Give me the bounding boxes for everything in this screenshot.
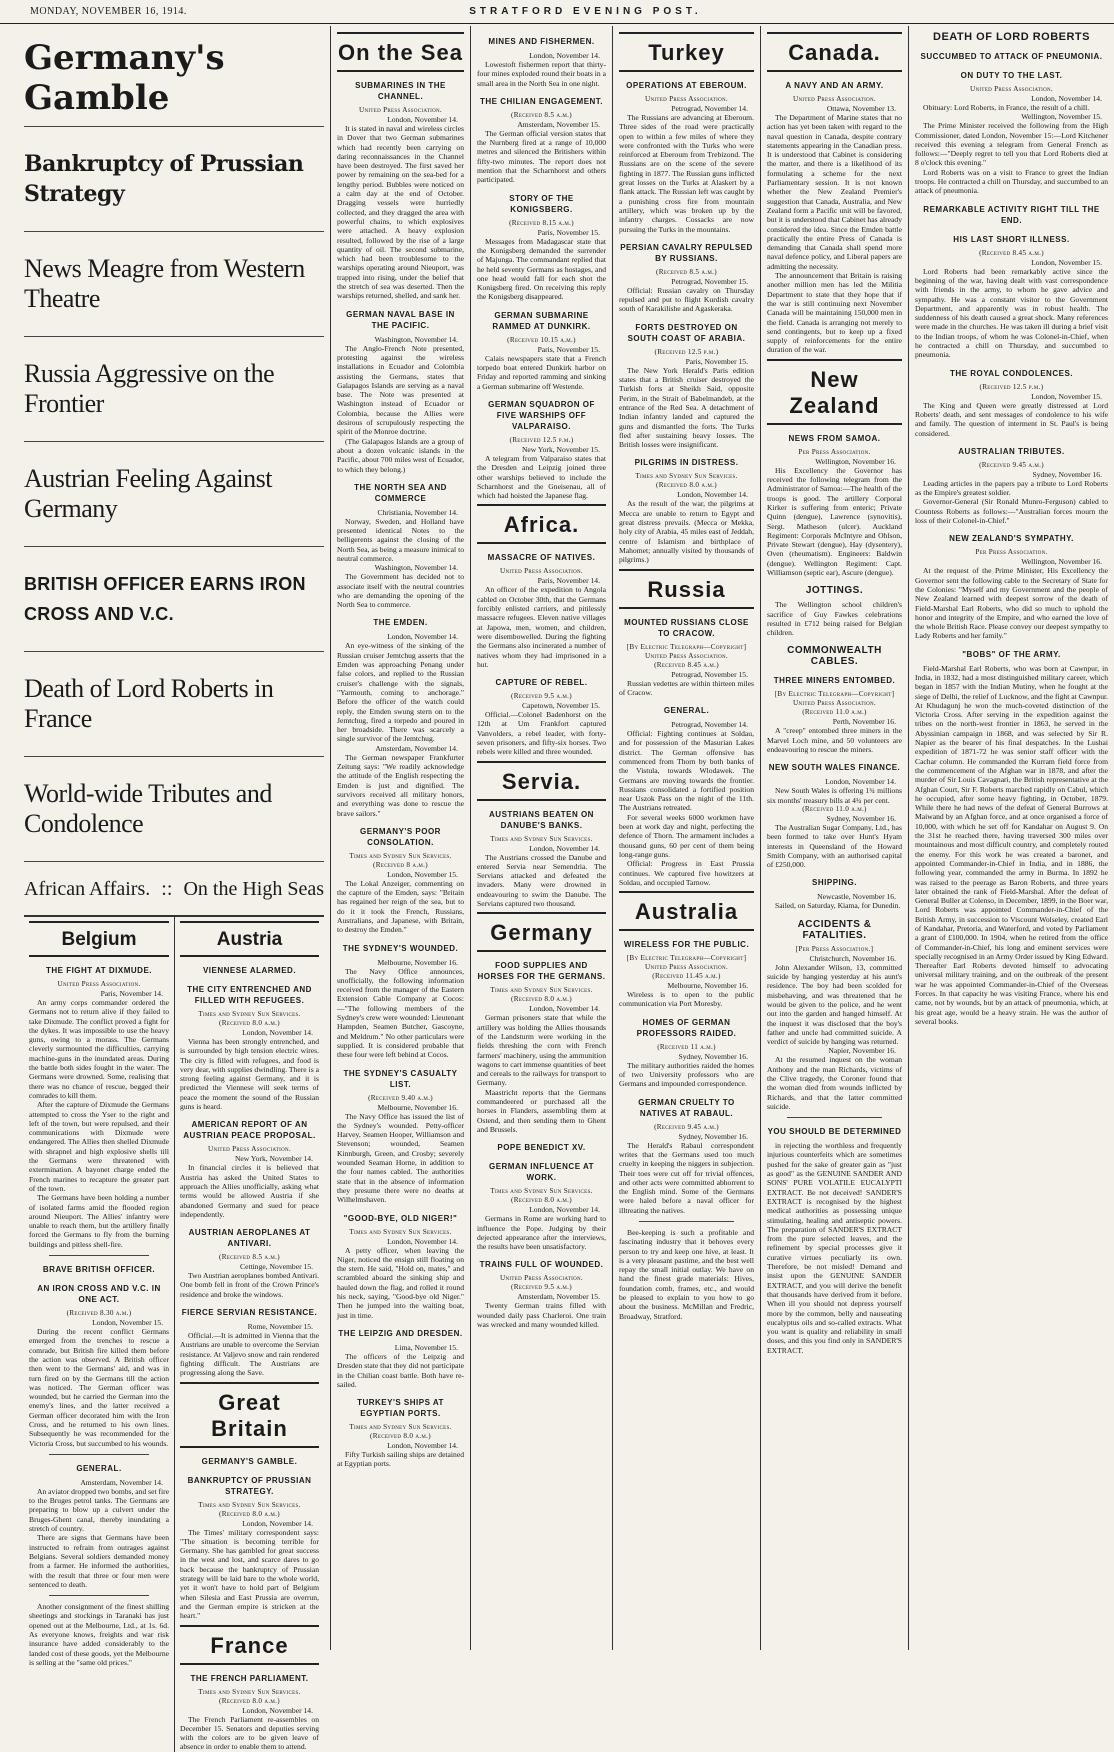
- section-title-germany: Germany: [477, 912, 606, 952]
- deck-3: Russia Aggressive on the Frontier: [24, 337, 324, 442]
- section-title-new-zealand: New Zealand: [767, 359, 902, 425]
- dateline: Petrograd, November 14.: [671, 720, 748, 730]
- article-text: The German newspaper Frankfurter Zeitung says: "We readily acknowledge the attitude of the English respecting the Emden is just and dignified. The survivors received all military honors, and everything was done to rescue the brave sailors.": [337, 752, 464, 818]
- article-heading: PERSIAN CAVALRY REPULSED BY RUSSIANS.: [620, 242, 753, 263]
- received-time: (Received 12.5 p.m.): [979, 382, 1044, 391]
- received-time: (Received 8.0 a.m.): [656, 481, 717, 490]
- article-heading: GERMANY'S GAMBLE.: [201, 1456, 298, 1466]
- dateline: London, November 14.: [529, 51, 600, 60]
- dateline: Christchurch, November 16.: [809, 953, 896, 963]
- deck-african: African Affairs.: [24, 878, 151, 900]
- article-text: A telegram from Valparaiso states that the Dresden and Leipzig joined three other warships believed to include the Scharnhorst and the Gneisenau, all of which had hoisted the Japanese flag.: [477, 453, 606, 501]
- article-heading: THE LEIPZIG AND DRESDEN.: [338, 1328, 463, 1338]
- austria-section: [174, 917, 324, 1752]
- dateline: Rome, November 15.: [247, 1322, 313, 1332]
- dateline: Paris, November 15.: [537, 227, 600, 237]
- article-text: Official: Fighting continues at Soldau, and for possession of the Masurian Lakes district. The German offensive has commenced from Thorn by both banks of the Vistula, towards Wlodawek. The Germans are moving towards the frontier. Russians consolidated a fortified position near Uszok Pass on the night of the 11th. The Austrians retreated.: [619, 729, 754, 813]
- article-subheading: AN IRON CROSS AND V.C. IN ONE ACT.: [37, 1284, 161, 1305]
- dateline: London, November 14.: [242, 1028, 313, 1037]
- article-text: German prisoners state that while the artillery was holding the Allies thousands of the Landsturm were working in the fields threshing the corn with French farmers' machinery, using the ammunition wagons to cart immense quantities of beet and cereals to the railways for transport to Germany.: [477, 1013, 606, 1088]
- article-text: The New York Herald's Paris edition states that a British cruiser destroyed the Turkish forts at Sheikh Said, opposite Perim, in the Strait of Babelmandeb, at the entrance of the Red Sea. A detachment of Indian infantry landed and captured the guns and dismantled the forts. The Turks fled after sustaining heavy losses. The British losses were insignificant.: [619, 365, 754, 450]
- article-text: Vienna has been strongly entrenched, and is surrounded by high tension electric wires. The city is filled with refugees, and food is very dear, with supplies dwindling. There is a strong feeling against Germany, and it is predicted the Viennese will seek terms of peace the moment the sound of the Russian guns is heard.: [180, 1037, 319, 1112]
- article-text: Fifty Turkish sailing ships are detained at Egyptian ports.: [337, 1450, 464, 1469]
- section-title-africa: Africa.: [477, 504, 606, 544]
- article-heading: SHIPPING.: [812, 878, 857, 888]
- article-text: Official.—It is admitted in Vienna that the Austrians are unable to overcome the Servian resistance. At Valjevo snow and rain rendered fighting difficult. The Austrians are progressing along the Save.: [180, 1331, 319, 1378]
- article-text: Russian vedettes are within thirteen miles of Cracow.: [619, 678, 754, 697]
- article-text: The Australian Sugar Company, Ltd., has been formed to take over Hunt's Hyam interests in Queensland of the Howard Smith Company, with an authorised capital of £250,000.: [767, 822, 902, 870]
- article-heading: GERMAN CRUELTY TO NATIVES AT RABAUL.: [638, 1097, 735, 1118]
- article-heading: STORY OF THE KONIGSBERG.: [509, 193, 574, 214]
- article-text: The Germans have been holding a number of isolated farms amid the flooded region around Nieuport. The Allies' infantry were unable to reach them, but the artillery finally forced the Germans to fly from the burning buildings and pitless shell-fire.: [29, 1193, 169, 1249]
- article-text: The announcement that Britain is raising another million men has led the Militia Department to state that they hope that if the war is still continuing next November Canada will be maintaining 150,000 men in the field. Canada is arranging not merely to send contingents, but to keep up a fixed supply of reinforcements for the entire duration of the war.: [767, 271, 902, 355]
- article-text: The Government has decided not to associate itself with the neutral countries who are demanding the opening of the North Sea to commerce.: [337, 572, 464, 610]
- credit: Times and Sydney Sun Services.: [349, 851, 452, 860]
- received-time: (Received 11.0 a.m.): [802, 708, 867, 717]
- section-title-australia: Australia: [619, 891, 754, 931]
- article-text: The Prime Minister received the following from the High Commissioner, dated London, November 15:—Lord Kitchener received this evening a telegram from General French as follows:—"Deeply regret to tell you that Lord Roberts died at 8 o'clock this evening.": [915, 121, 1108, 168]
- dateline: Sydney, November 16.: [826, 813, 896, 823]
- dateline: Melbourne, November 16.: [377, 1102, 458, 1112]
- article-text: The Navy Office has issued the list of the Sydney's wounded. Petty-officer Harvey, Seamen Hooper, Williamson and Stevenson; wounded, Seamen Kinnburgh, Green, and Crosby; severely wounded Seaman Horne, in addition to the four names cabled. The authorities state that in the absence of information they presume there were no deaths at Wilhelmshaven.: [337, 1111, 464, 1205]
- credit: United Press Association.: [57, 980, 141, 988]
- article-subheading: BANKRUPTCY OF PRUSSIAN STRATEGY.: [187, 1475, 312, 1496]
- dateline: Christiania, November 14.: [377, 507, 458, 517]
- article-text: At the request of the Prime Minister, His Excellency the Governor sent the following cable to the Secretary of State for the Colonies: "Myself and my Government and the people of New Zealand learned with deepest sorrow of the death of Field-Marshal Earl Roberts, who did so much to uphold the honor and integrity of the Empire, and who earned the love of the whole British Race. Please convey our deepest sympathy to Lady Roberts and her family.": [915, 566, 1108, 641]
- article-heading: CAPTURE OF REBEL.: [495, 678, 588, 688]
- article-heading: THE SYDNEY'S CASUALTY LIST.: [343, 1068, 458, 1089]
- received-time: (Received 11 a.m.): [657, 1042, 716, 1051]
- received-time: (Received 11.45 a.m.): [652, 972, 721, 981]
- received-time: (Received 9.45 a.m.): [979, 460, 1044, 469]
- column-3: [470, 26, 612, 1650]
- article-heading: FOOD SUPPLIES AND HORSES FOR THE GERMANS.: [477, 961, 606, 982]
- dateline: London, November 14.: [825, 777, 896, 787]
- article-text: His Excellency the Governor has received the following telegram from the Administrator of Samoa:—The health of the troops is good. The artillery Corporal Kirker is suffering from enteric; Private Quinn (dengue), Lawrence (synovitis), Sergt. Matheson (ulcer). Auckland Regiment: Corporals McIntyre and Ohlson, Private Stewart (dengue), Hay (dysentery), Oven (rheumatism). Engineers: Baldwin (dengue). Wellington Regiment: Capt. Williamson (septic ear), Ascure (dengue).: [767, 465, 902, 577]
- main-headline: Germany's Gamble: [24, 28, 324, 127]
- article-heading: FORTS DESTROYED ON SOUTH COAST OF ARABIA.: [627, 322, 746, 343]
- credit: [By Electric Telegraph—Copyright] United Press Association.: [626, 954, 747, 972]
- advertisement: in rejecting the worthless and frequently injurious counterfeits which are sometimes pushed for the sake of greater gain as "just as good" as the GENUINE SANDER AND SONS' PURE VOLATILE EUCALYPTI EXTRACT. Be not deceived! SANDER'S EXTRACT is recognised by the highest medical authorities as possessing unique stimulating, healing and antiseptic powers. The preparation of SANDER'S EXTRACT from the pure selected leaves, and the refinement by special processes give it curative virtues peculiarly its own. Therefore, be not misled! Demand and insist upon the GENUINE SANDER EXTRACT, and you will derive the benefit that thousands have derived from it before. When ill you should not depress yourself more by the common, belly and nauseating eucalyptus oils and so-called extracts. What you want is quality and reliability in small doses, and this you find only in SANDER'S EXTRACT.: [767, 1141, 902, 1355]
- article-heading: A NAVY AND AN ARMY.: [785, 81, 884, 90]
- dateline: Washington, November 14.: [374, 334, 458, 344]
- section-title-france: France: [180, 1625, 319, 1665]
- credit: United Press Association.: [645, 95, 728, 103]
- credit: Per Press Association.: [975, 548, 1048, 557]
- article-heading: GERMAN NAVAL BASE IN THE PACIFIC.: [346, 309, 455, 330]
- dateline: London, November 14.: [1031, 94, 1102, 103]
- section-title-servia: Servia.: [477, 761, 606, 801]
- section-title-canada: Canada.: [767, 32, 902, 72]
- dateline: Napier, November 16.: [828, 1046, 896, 1056]
- article-heading: MOUNTED RUSSIANS CLOSE TO CRACOW.: [624, 617, 749, 638]
- credit: [Per Press Association.]: [795, 944, 874, 953]
- article-heading: MASSACRE OF NATIVES.: [487, 553, 596, 563]
- article-heading: AMERICAN REPORT OF AN AUSTRIAN PEACE PROPOSAL.: [183, 1120, 316, 1141]
- credit: United Press Association.: [359, 106, 442, 114]
- dateline: Amsterdam, November 14.: [80, 1477, 163, 1487]
- article-heading: THE FIGHT AT DIXMUDE.: [45, 966, 153, 975]
- dateline: London, November 14.: [387, 632, 458, 642]
- article-text: Wireless is to open to the public communication via Port Moresby.: [619, 990, 754, 1009]
- received-time: (Received 8 a.m.): [373, 860, 428, 869]
- dateline: Melbourne, November 16.: [667, 981, 748, 991]
- section-title-austria: Austria: [180, 921, 319, 957]
- article-text: There are signs that Germans have been instructed to refrain from outrages against Belgians. Several soldiers demanded money from a farmer. He informed the authorities, with the result that three or four men were sentenced to death.: [29, 1533, 169, 1589]
- article-text: The French Parliament re-assembles on December 15. Senators and deputies serving with the colors are to be given leave of absence in order to enable them to attend.: [180, 1714, 319, 1752]
- dateline: Paris, November 15.: [537, 344, 600, 354]
- dateline: Amsterdam, November 15.: [517, 1292, 600, 1302]
- article-text: New South Wales is offering 1¾ millions six months' treasury bills at 4¾ per cent.: [767, 786, 902, 805]
- dateline: Amsterdam, November 14.: [375, 743, 458, 753]
- dateline: New York, November 14.: [234, 1154, 313, 1164]
- article-text: Maastricht reports that the Germans commandeered or purchased all the horses in Flanders, assembling them at Ostend, and then sending them to Ghent and Brussels.: [477, 1087, 606, 1134]
- column-1: [18, 26, 330, 1752]
- dateline: Perth, November 16.: [832, 717, 896, 727]
- dateline: London, November 14.: [529, 1004, 600, 1014]
- credit: Per Press Association.: [798, 447, 871, 456]
- article-text: The officers of the Leipzig and Dresden state that they did not participate in the Chilian coast battle. Both have re-sailed.: [337, 1351, 464, 1389]
- dateline: London, November 15.: [387, 869, 458, 879]
- received-time: (Received 12.5 p.m.): [654, 347, 719, 356]
- dateline: Cettinge, November 15.: [240, 1262, 313, 1272]
- article-text: The King and Queen were greatly distressed at Lord Roberts' death, and sent messages of condolence to his wife and family. The question of interment in St. Paul's is being considered.: [915, 400, 1108, 438]
- article-text: Lord Roberts was on a visit to France to greet the Indian troops. He contracted a chill on Thursday, and succumbed to an attack of pneumonia.: [915, 167, 1108, 196]
- dateline: London, November 14.: [387, 1236, 458, 1246]
- dateline: London, November 15.: [92, 1318, 163, 1328]
- article-text: Norway, Sweden, and Holland have presented identical Notes to the belligerents against the closing of the North Sea, as being a measure inimical to neutral commerce.: [337, 516, 464, 563]
- article-heading: GENERAL.: [76, 1463, 122, 1473]
- article-heading: POPE BENEDICT XV.: [497, 1143, 586, 1153]
- article-heading: THE FRENCH PARLIAMENT.: [190, 1673, 309, 1683]
- article-text: Field-Marshal Earl Roberts, who was born at Cawnpur, in India, in 1832, had a most distinguished military career, which began in 1857 with the Indian Mutiny, when he fought at the siege of Delhi, the relief of Lucknow, and the fight at Cawnpur. At Khudagunj he won the much-coveted distinction of the Victoria Cross. After serving in the expedition against the tribes on the north-west frontier in 1863, he served in the Abyssinian campaign in 1868, and was selected by Sir R. Napier as the bearer of his final despatches. In the Lushai expedition of 1871-72 he was senior staff officer with the Cachar column. He commanded the Kurram field force from the commencement of the Afghan war in 1878, and after the murder of Sir Louis Cavagnari, the British representative at the Afghan Court, Sir F. Roberts marched rapidly on Cabul, which he occupied, after some heavy fighting, in October, 1879. While there he had news of the defeat of General Burrows at Maiwand by an Afghan force, and at once organised a force of 10,000, with which he set off for Kandahar on August 9. On the 31st he reached there, having traversed 300 miles over mountainous and most difficult country, and completely routed the enemy. For this work he was created a baronet, and appointed Commander-in-Chief in India, and in 1886, the following year, commanded the army in Burma. In 1892 he was raised to the peerage as Baron Roberts, and three years later obtained the rank of Field-Marshal. After the defeat of General Buller at Colenso, in December, 1899, in the Boer war, Lord Roberts was appointed Commander-in-Chief of the British Army, in succession to Viscount Wolseley, created Earl of Kandahar, Pretoria, and Waterford, and voted by Parliament a grant of £100,000. In 1904, when he retired from the office of Commander-in-Chief, his long and eminent services were specially recognised in an Army Order issued by King Edward. Thereafter Earl Roberts devoted himself to advocating universal military training, and on the outbreak of the present war he was appointed Commander-in-Chief of the Overseas Forces. In that capacity he was visiting France, where his end came, not by wounds, but by an attack of pneumonia, which, at his great age, would be a heavy strain. He was the author of several books.: [915, 663, 1108, 1026]
- article-heading: "BOBS" OF THE ARMY.: [962, 649, 1061, 659]
- article-text: An officer of the expedition to Angola cabled on October 30th, that the Germans forcibly enlisted carriers, and pitilessly massacre refugees. Eleven native villages at Japowa, men, women, and children, were disembowelled. During the fighting the Germans also incinerated a number of natives whom they had imprisoned in a hut.: [477, 585, 606, 669]
- column-2: [330, 26, 470, 1650]
- column-4: [612, 26, 760, 1650]
- article-text: The Austrians crossed the Danube and entered Servia near Semendria. The Servians attacked and defeated the invaders. Many were drowned in endeavouring to swim the Danube. The Servians captured two thousand.: [477, 852, 606, 909]
- masthead: [0, 0, 1114, 24]
- dateline: London, November 14.: [529, 1205, 600, 1215]
- article-text: Two Austrian aeroplanes bombed Antivari. One bomb fell in front of the Crown Prince's residence and broke the windows.: [180, 1271, 319, 1299]
- article-subheading: SUCCUMBED TO ATTACK OF PNEUMONIA.: [920, 52, 1103, 61]
- dateline: Paris, November 14.: [100, 989, 163, 998]
- received-time: (Received 9.5 a.m.): [511, 692, 572, 701]
- article-text: The military authorities raided the homes of two University professors who are Germans and impounded correspondence.: [619, 1060, 754, 1089]
- dateline: Capetown, November 15.: [521, 701, 600, 711]
- article-heading: PILGRIMS IN DISTRESS.: [634, 458, 739, 468]
- divider: [787, 1117, 882, 1118]
- article-heading: REMARKABLE ACTIVITY RIGHT TILL THE END.: [923, 204, 1100, 225]
- dateline: London, November 14.: [387, 115, 458, 124]
- dateline: Amsterdam, November 15.: [517, 119, 600, 129]
- article-text: The Lokal Anzeiger, commenting on the capture of the Emden, says: "Britain has regained her reign of the sea, but to do it it took the French, Russians, Australians, and Japanese, with Britain, to destroy the Emden.": [337, 878, 464, 935]
- received-time: (Received 9.45 a.m.): [654, 1122, 719, 1131]
- article-text: The German official version states that the Nurnberg fired at a range of 10,000 metres and silenced the Britishers within fifty-two minutes. The report does not mention that the Scharnhorst and others participated.: [477, 128, 606, 185]
- article-heading: GERMAN SQUADRON OF FIVE WARSHIPS OFF VALPARAISO.: [488, 399, 595, 431]
- belgium-section: [24, 917, 174, 1752]
- dateline: Petrograd, November 14.: [671, 104, 748, 113]
- dateline: Newcastle, November 16.: [817, 892, 896, 902]
- article-text: Lord Roberts had been remarkably active since the beginning of the war, having dealt with vast correspondence with friends in the army, to whom he gave advice and sympathy. He was a constant visitor to the Government Department, and apparently was in robust health. The suddenness of his death caused a great shock. Many references were made in the churches. He was taken ill during a brief visit to the Indian troops, of whom he was Colonel-in-Chief, when he contracted a chill on Thursday, and succumbed to pneumonia.: [915, 266, 1108, 360]
- received-time: (Received 8.5 a.m.): [656, 267, 717, 276]
- article-text: The Navy Office announces, unofficially, the following information received from the manager of the Eastern Extension Cable Company at Cocos:—"The following members of the Sydney's crew were wounded: Lieutenant Hampden, Seamen Butcher, Gascoyne, and Meldrum." No other particulars were supplied. It is considered probable that these four were left behind at Cocos.: [337, 966, 464, 1060]
- article-text: Official: Progress in East Prussia continues. We captured five howitzers at Soldau, and occupied Tarnow.: [619, 859, 754, 887]
- credit: United Press Association.: [500, 567, 583, 576]
- dateline: Washington, November 14.: [374, 563, 458, 573]
- article-heading: BRAVE BRITISH OFFICER.: [42, 1265, 156, 1275]
- received-time: (Received 8.0 a.m.): [511, 995, 572, 1004]
- received-time: (Received 8.0 a.m.): [370, 1432, 431, 1441]
- article-text: The Wellington school children's sacrifice of Guy Fawkes celebrations resulted in £712 being raised for Belgian children.: [767, 600, 902, 638]
- article-text: An army corps commander ordered the Germans not to return alive if they failed to take Dixmude. The conflict proved a fight for the dykes. It was impossible to use the heavy guns, owing to a morass. The Germans cleverly surmounted the difficulties, carrying machine-guns in the inundated areas. During the battle both sides fought in the water. The Germans were drowned. Some, realising that there was no chance of rescue, begged their comrades to kill them.: [29, 998, 169, 1100]
- credit: Times and Sydney Sun Services.: [490, 986, 593, 995]
- article-text: Obituary: Lord Roberts, in France, the result of a chill.: [923, 103, 1090, 112]
- article-heading: THE SYDNEY'S WOUNDED.: [342, 943, 459, 953]
- received-time: (Received 11.0 a.m.): [802, 804, 867, 813]
- advertisement: Bee-keeping is such a profitable and fascinating industry that it behoves every person to try and keep one hive, at least. It is a very pleasant pastime, and the best well repay the small initial outlay. We have on hand the finest grade materials: Hives, foundation comb, frames, etc., and would be pleased to explain to you how to go about the business. McMillan and Fredric, Broadway, Stratford.: [619, 1228, 754, 1321]
- article-text: Germans in Rome are working hard to influence the Pope. Judging by their dejected appearance after the interviews, the results have been unsatisfactory.: [477, 1214, 606, 1252]
- received-time: (Received 8.45 a.m.): [654, 660, 719, 669]
- credit: United Press Association.: [500, 1274, 583, 1283]
- article-heading: AUSTRIAN AEROPLANES AT ANTIVARI.: [188, 1228, 311, 1249]
- dateline: London, November 14.: [529, 843, 600, 853]
- credit: United Press Association.: [208, 1145, 291, 1154]
- article-text: Lowestoft fishermen report that thirty-four mines exploded round their boats in a small area in the North Sea in one night.: [477, 60, 606, 88]
- credit: [By Electric Telegraph—Copyright] United Press Association.: [774, 690, 895, 708]
- article-text: The Herald's Rabaul correspondent writes that the Germans used too much cruelty in keeping the niggers in subjection. Their toes were cut off for trivial offences, and other acts were committed abhorrent to the English mind. Some of the Germans were haled before a naval officer for illtreating the natives.: [619, 1140, 754, 1215]
- dateline: London, November 14.: [387, 1441, 458, 1451]
- article-text: Sailed, on Saturday, Kiama, for Dunedin.: [775, 901, 901, 911]
- dateline: Petrograd, November 15.: [671, 276, 748, 286]
- credit: Times and Sydney Sun Services.: [635, 472, 738, 481]
- received-time: (Received 8.0 a.m.): [511, 1196, 572, 1205]
- received-time: (Received 8.45 a.m.): [979, 248, 1044, 257]
- article-heading: GERMANY'S POOR CONSOLATION.: [360, 826, 441, 847]
- article-subheading: GERMAN INFLUENCE AT WORK.: [488, 1162, 595, 1183]
- article-text: For several weeks 6000 workmen have been at work day and night, perfecting the defence of Thorn. The armament includes a thousand guns, 60 per cent of them being long-range guns.: [619, 812, 754, 859]
- dateline: London, November 14.: [677, 490, 748, 500]
- article-text: A petty officer, when leaving the Niger, noticed the ensign still floating on the stern. He said, "Hold on, mates," and scrambled aboard the sinking ship and hauled down the flag, and rolled it round his neck, saying, "Good-bye old Niger." Then he jumped into the waiting boat, just in time.: [337, 1245, 464, 1320]
- credit: Times and Sydney Sun Services.: [490, 1187, 593, 1196]
- article-text: The Times' military correspondent says: "The situation is becoming terrible for Germany. She has gambled for great success in the west and lost, and scarce dares to go back because the bankruptcy of Prussian strategy will be laid bare to the whole world, yet it won't have to hold part of Belgium when Silesia and East Prussia are overrun, and the German empire is stricken at the heart.": [180, 1527, 319, 1621]
- article-heading: WIRELESS FOR THE PUBLIC.: [623, 940, 750, 950]
- received-time: (Received 9.5 a.m.): [511, 1283, 572, 1292]
- article-text: An eye-witness of the sinking of the Russian cruiser Jemtchug asserts that the Emden was approaching Penang under false colors, and replied to the Russian cruiser's challenge with the signals, "Yarmouth, coming to anchorage." Before the officer of the watch could reply, the Emden swung stern on to the Jemtchug, fired a torpedo and poured in her broadside. There was scarcely a single survivor of the Jemtchug.: [337, 641, 464, 744]
- dateline: Paris, November 15.: [685, 356, 748, 366]
- article-heading: GERMAN SUBMARINE RAMMED AT DUNKIRK.: [492, 310, 591, 331]
- received-time: (Received 12.5 p.m.): [509, 435, 574, 444]
- article-text: Twenty German trains filled with wounded daily pass Charleroi. One train was wrecked and many wounded killed.: [477, 1301, 606, 1329]
- received-time: (Received 8.15 a.m.): [509, 218, 574, 227]
- section-title-on-the-sea: On the Sea: [337, 32, 464, 72]
- article-text: The Anglo-French Note presented, protesting against the wireless installations in Ecuador and Colombia assisting the Germans, states that Galapagos Islands are serving as a naval base. The Note was presented at Washington instead of Ecuador or Colombia, because the Allies were desirous of scrupulously respecting the spirit of the Monroe doctrine.: [337, 343, 464, 437]
- received-time: (Received 8.0 a.m.): [219, 1019, 280, 1027]
- divider: [49, 1454, 149, 1455]
- article-heading: GENERAL.: [663, 706, 710, 716]
- dateline: Lima, November 15.: [394, 1342, 458, 1352]
- column-6: [908, 26, 1114, 1650]
- received-time: (Received 8.0 a.m.): [219, 1509, 280, 1518]
- article-text: After the capture of Dixmude the Germans attempted to cross the Yser to the right and left of the town, but were repulsed, and their communications with Dixmude were endangered. The Allies then shelled Dixmude with shrapnel and high explosive shells till the Germans were threatened with extermination. A bayonet charge ended the French marines to recapture the greater part of the town.: [29, 1100, 169, 1193]
- column-5: [760, 26, 908, 1650]
- article-text: Leading articles in the papers pay a tribute to Lord Roberts as the Empire's greatest soldier.: [915, 478, 1108, 498]
- article-subheading: HIS LAST SHORT ILLNESS.: [953, 234, 1070, 244]
- article-heading: HOMES OF GERMAN PROFESSORS RAIDED.: [636, 1017, 737, 1038]
- credit: United Press Association.: [970, 85, 1053, 93]
- article-subheading: ON DUTY TO THE LAST.: [960, 71, 1063, 80]
- divider: [49, 1255, 149, 1256]
- article-text: At the resumed inquest on the woman Anthony and the man Richards, victims of the Clive tragedy, the Coroner found that the woman died from wounds inflicted by Richards, and that the latter committed suicide.: [767, 1055, 902, 1111]
- article-subheading: THE CITY ENTRENCHED AND FILLED WITH REFUGEES.: [187, 985, 312, 1005]
- credit: Times and Sydney Sun Services.: [198, 1687, 301, 1696]
- deck-separator: ::: [161, 878, 173, 900]
- deck-4: Austrian Feeling Against Germany: [24, 442, 324, 547]
- dateline: Wellington, November 16.: [815, 456, 896, 466]
- article-heading: "GOOD-BYE, OLD NIGER!": [343, 1213, 458, 1223]
- article-heading: TURKEY'S SHIPS AT EGYPTIAN PORTS.: [357, 1398, 444, 1419]
- article-heading: NEW ZEALAND'S SYMPATHY.: [949, 534, 1074, 544]
- credit: Times and Sydney Sun Services.: [349, 1423, 452, 1432]
- received-time: (Received 8.0 a.m.): [219, 1696, 280, 1705]
- article-text: As the result of the war, the pilgrims at Mecca are unable to return to Egypt and great distress prevails. (Mecca or Mekka, holy city of Arabia, 45 miles east of Jeddah, centre of Islamism and birthplace of Mahomet; annually visited by thousands of pilgrims.): [619, 499, 754, 565]
- credit: Times and Sydney Sun Services.: [198, 1500, 301, 1509]
- article-text: Official: Russian cavalry on Thursday repulsed and put to flight Kurdish cavalry south of Karakilishe and Agaskeraka.: [619, 285, 754, 314]
- article-heading: THE CHILIAN ENGAGEMENT.: [479, 96, 604, 106]
- deck-high-seas: On the High Seas: [183, 878, 324, 900]
- dateline: Wellington, November 15.: [1021, 112, 1102, 122]
- article-text: Official.—Colonel Badenhorst on the 12th at Um Frankfort captured Vanvolders, a rebel leader, with forty-seven prisoners, and fifty-six horses. Two rebels were killed and three wounded.: [477, 710, 606, 757]
- article-text: An aviator dropped two bombs, and set fire to the Bruges petrol tanks. The Germans are preparing to blow up a culvert under the Bruges-Ghent canal, thereby inundating a stretch of country.: [29, 1486, 170, 1534]
- dateline: Sydney, November 16.: [678, 1051, 748, 1061]
- section-title-great-britain: Great Britain: [180, 1382, 319, 1448]
- dateline: Paris, November 14.: [537, 576, 600, 586]
- article-text: The Department of Marine states that no action has yet been taken with regard to the naval question in Canada, despite contrary statements appearing in the Canadian press. It is understood that Cabinet is considering the matter, and there is a likelihood of its formulating a scheme for the next Parliamentary session. It is not known whether the New Zealand Premier's suggestion that Canada, Australia, and New Zealand form a Pacific unit will be favored, but it is understood that Cabinet has already considered the idea. Since the Emden battle practically the entire Press of Canada is demanding that Canada shall spend more naval defence policy, and Liberal papers are admitting the necessity.: [767, 113, 902, 271]
- section-title-turkey: Turkey: [619, 32, 754, 72]
- divider: [49, 1595, 149, 1596]
- received-time: (Received 8.5 a.m.): [511, 110, 572, 119]
- article-heading: SUBMARINES IN THE CHANNEL.: [355, 81, 446, 101]
- article-text: In financial circles it is believed that Austria has asked the United States to approach the Allies unofficially, asking what terms would be allowed Austria if she abandoned Germany and sued for peace independently.: [180, 1163, 319, 1219]
- article-subheading: THREE MINERS ENTOMBED.: [773, 676, 896, 686]
- article-heading: NEWS FROM SAMOA.: [788, 433, 881, 443]
- article-text: John Alexander Wilson, 13, committed suicide by hanging yesterday at his aunt's residence. The boy had been scolded for misbehaving, and was threatened that he would be given to the police, and he went out into the garden and hanged himself. At the inquest it was disclosed that the boy's father and uncle had committed suicide. A verdict of suicide by hanging was returned.: [767, 962, 902, 1047]
- deck-6: Death of Lord Roberts in France: [24, 652, 324, 757]
- deck-2: News Meagre from Western Theatre: [24, 232, 324, 337]
- credit: Times and Sydney Sun Services.: [349, 1227, 452, 1236]
- received-time: (Received 9.40 a.m.): [368, 1093, 433, 1102]
- article-heading: COMMONWEALTH CABLES.: [787, 645, 882, 668]
- dateline: Petrograd, November 15.: [671, 669, 748, 679]
- article-text: Messages from Madagascar state that the Konigsberg demanded the surrender of Majunga. The commandant replied that he held seventy Germans as hostages, and one head would fall for each shot the Konigsberg fired. On receiving this reply the Konigsberg disappeared.: [477, 236, 606, 302]
- dateline: Ottawa, November 13.: [826, 104, 896, 113]
- dateline: Melbourne, November 16.: [377, 957, 458, 967]
- column-1-subcolumns: [24, 917, 324, 1752]
- article-heading: THE EMDEN.: [373, 618, 428, 628]
- article-text: Governor-General (Sir Ronald Munro-Ferguson) cabled to Countess Roberts as follows:—"Australian forces mourn the loss of their Colonel-in-Chief.": [915, 497, 1108, 526]
- article-heading: NEW SOUTH WALES FINANCE.: [768, 763, 901, 773]
- article-text: (The Galapagos Islands are a group of about a dozen volcanic islands in the Pacific, about 700 miles west of Ecuador, to which they belong.): [337, 436, 464, 474]
- article-text: The Russians are advancing at Eberoum. Three sides of the road were practically open to within a few miles of where they were confronted with the Turks who were reinforced at Eberoum from Trebizond. The Russians are on the scene of the severe fighting in 1877. The Russian guns inflicted great losses on the Turks at Alaskert by a flank attack. The Russian left was caught by a punishing cross fire from mountain artillery, which was broken up by the infantry charges. Cossacks are now pursuing the Turks in the mountains.: [619, 113, 754, 234]
- deck-5: BRITISH OFFICER EARNS IRON CROSS AND V.C.: [24, 547, 324, 652]
- credit: Times and Sydney Sun Services.: [198, 1010, 301, 1018]
- received-time: (Received 10.15 a.m.): [507, 335, 576, 344]
- received-time: (Received 8.30 a.m.): [66, 1309, 132, 1318]
- article-heading: THE NORTH SEA AND COMMERCE: [354, 482, 447, 503]
- article-heading: MINES AND FISHERMEN.: [488, 37, 595, 46]
- deck-8: [24, 862, 324, 917]
- article-text: During the recent conflict Germans emerged from the trenches to rescue a comrade, but British fire killed them before the action was observed. A British officer then went to the Germans' aid, and was in turn fired on by the Germans till the action was noticed. The German officer was wounded, but he carried the German into the enemy's lines, and the latter received a German officer decorated him with the Iron Cross, and he returned to his own lines. Subsequently he was recommended for the Victoria Cross, but succumbed to his wounds.: [29, 1327, 169, 1448]
- section-title-lord-roberts: DEATH OF LORD ROBERTS: [933, 31, 1090, 43]
- article-heading: AUSTRIANS BEATEN ON DANUBE'S BANKS.: [489, 809, 594, 830]
- article-text: It is stated in naval and wireless circles in Dover that two German submarines which had recently been carrying on daring reconnaissances in the Channel have been destroyed. The first saved her power by remaining on the sea-bed for a lengthy period. Bubbles were noticed on a calm day at the end of October. Dragging vessels were hurriedly collected, and they dragged the area with powerful chains, to which explosives were attached. A heavy explosion resulted, followed by the rise of a large quantity of oil. The second submarine, which had been troublesome to the warships operating around Nieuport, was trapped into rising, under the belief that the stretch of sea was deserted. Then the warships returned, shelled, and sank her.: [337, 124, 464, 301]
- section-title-russia: Russia: [619, 569, 754, 609]
- credit: United Press Association.: [793, 95, 876, 103]
- article-heading: ACCIDENTS & FATALITIES.: [797, 918, 872, 941]
- dateline: London, November 14.: [242, 1518, 313, 1528]
- dateline: London, November 15.: [1031, 391, 1102, 401]
- dateline: New York, November 15.: [521, 444, 600, 454]
- article-heading: TRAINS FULL OF WOUNDED.: [479, 1260, 604, 1270]
- article-heading: VIENNESE ALARMED.: [202, 966, 297, 975]
- advertisement-heading: YOU SHOULD BE DETERMINED: [767, 1127, 902, 1137]
- article-heading: FIERCE SERVIAN RESISTANCE.: [181, 1308, 318, 1318]
- credit: Times and Sydney Sun Services.: [490, 834, 593, 843]
- dateline: Sydney, November 16.: [1032, 469, 1102, 479]
- advertisement: Another consignment of the finest shilling sheetings and stockings in Taranaki has just opened out at the Melbourne, Ltd., at 1s. 6d. As everyone knows, freights and war risk insurance have added considerably to the landed cost of these goods, yet the Melbourne is selling at the "same old prices.": [29, 1602, 169, 1667]
- section-title-belgium: Belgium: [29, 921, 169, 957]
- dateline: Sydney, November 16.: [678, 1131, 748, 1141]
- paper-name: STRATFORD EVENING POST.: [469, 6, 702, 17]
- article-text: Calais newspapers state that a French torpedo boat entered Dunkirk harbor on Friday and reported ramming and sinking a German submarine off Westende.: [477, 353, 606, 391]
- deck-7: World-wide Tributes and Condolence: [24, 757, 324, 862]
- dateline: Wellington, November 16.: [1021, 557, 1102, 567]
- dateline: London, November 14.: [242, 1705, 313, 1715]
- divider: [639, 1221, 734, 1222]
- article-heading: AUSTRALIAN TRIBUTES.: [958, 446, 1065, 456]
- dateline: London, November 15.: [1031, 257, 1102, 267]
- article-heading: JOTTINGS.: [805, 585, 864, 597]
- received-time: (Received 8.5 a.m.): [219, 1253, 280, 1262]
- issue-date: MONDAY, NOVEMBER 16, 1914.: [30, 6, 187, 17]
- article-heading: OPERATIONS AT EBEROUM.: [626, 81, 747, 90]
- deck-1: Bankruptcy of Prussian Strategy: [24, 127, 324, 232]
- credit: [By Electric Telegraph—Copyright] United Press Association.: [626, 642, 747, 660]
- article-heading: THE ROYAL CONDOLENCES.: [949, 368, 1073, 378]
- article-text: A "creep" entombed three miners in the Marvel Loch mine, and 50 volunteers are endeavouring to rescue the miners.: [767, 726, 902, 755]
